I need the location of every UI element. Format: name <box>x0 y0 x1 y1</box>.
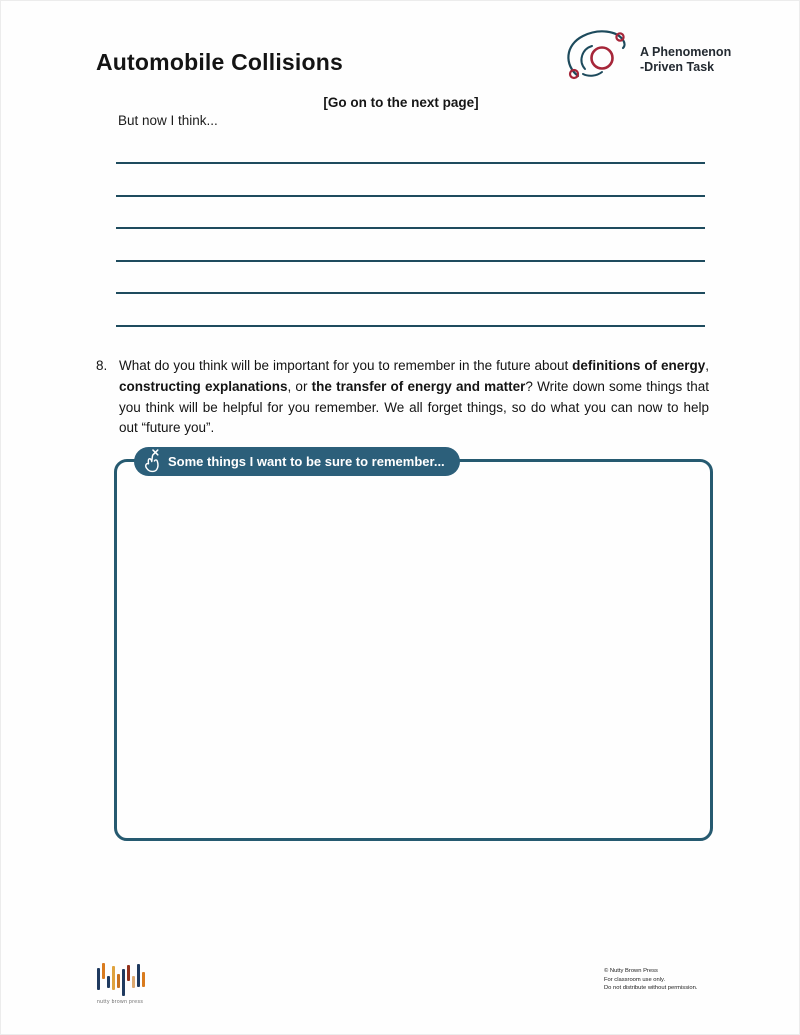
press-bar <box>132 976 135 988</box>
copyright-block <box>604 967 697 993</box>
question-segment: , or <box>287 378 312 394</box>
go-on-note: [Go on to the next page] <box>323 95 479 110</box>
press-bar <box>107 976 110 988</box>
writing-line[interactable] <box>116 325 705 327</box>
press-bar <box>142 972 145 987</box>
remember-write-area[interactable] <box>123 482 704 832</box>
writing-lines-area[interactable] <box>116 162 705 357</box>
writing-line[interactable] <box>116 292 705 294</box>
logo-text <box>640 45 731 75</box>
but-now-i-think-prompt: But now I think... <box>118 113 218 128</box>
writing-line[interactable] <box>116 162 705 164</box>
question-segment-bold: definitions of energy <box>572 358 706 373</box>
press-bar <box>102 963 105 979</box>
press-bars-icon <box>97 963 157 997</box>
copyright-line: © Nutty Brown Press <box>604 968 658 974</box>
phenomenon-driven-task-logo <box>561 27 732 89</box>
press-bar <box>97 968 100 990</box>
press-caption: nutty brown press <box>97 999 144 1005</box>
page-title: Automobile Collisions <box>96 49 343 75</box>
logo-text-line1: A Phenomenon <box>640 45 732 59</box>
question-8 <box>96 356 709 439</box>
question-text <box>119 356 709 439</box>
remember-badge <box>134 447 460 476</box>
press-bar <box>137 964 140 987</box>
press-bar <box>117 974 120 988</box>
question-segment: , <box>705 358 709 373</box>
remember-answer-box <box>114 454 713 841</box>
question-segment: ? Write down some things that you think will be helpful for you remember. We all forget things, so do what you can now to help out “future you”. <box>119 378 709 436</box>
press-bar <box>112 966 115 990</box>
press-logo <box>97 963 157 1005</box>
question-segment-bold: constructing explanations <box>119 378 288 394</box>
logo-text-line2: -Driven Task <box>640 60 715 74</box>
writing-line[interactable] <box>116 195 705 197</box>
copyright-line: Do not distribute without permission. <box>604 985 698 992</box>
writing-line[interactable] <box>116 260 705 262</box>
writing-line[interactable] <box>116 227 705 229</box>
copyright-line: For classroom use only. <box>604 976 666 983</box>
press-bar <box>127 965 130 981</box>
galaxy-swirl-icon <box>561 27 645 89</box>
question-segment: What do you think will be important for you to remember in the future about <box>119 358 573 373</box>
question-segment-bold: the transfer of energy and matter <box>311 378 526 394</box>
reminder-hand-icon <box>142 449 163 474</box>
question-number: 8. <box>96 358 108 373</box>
press-bar <box>122 969 125 996</box>
remember-badge-label: Some things I want to be sure to remember... <box>168 454 445 469</box>
